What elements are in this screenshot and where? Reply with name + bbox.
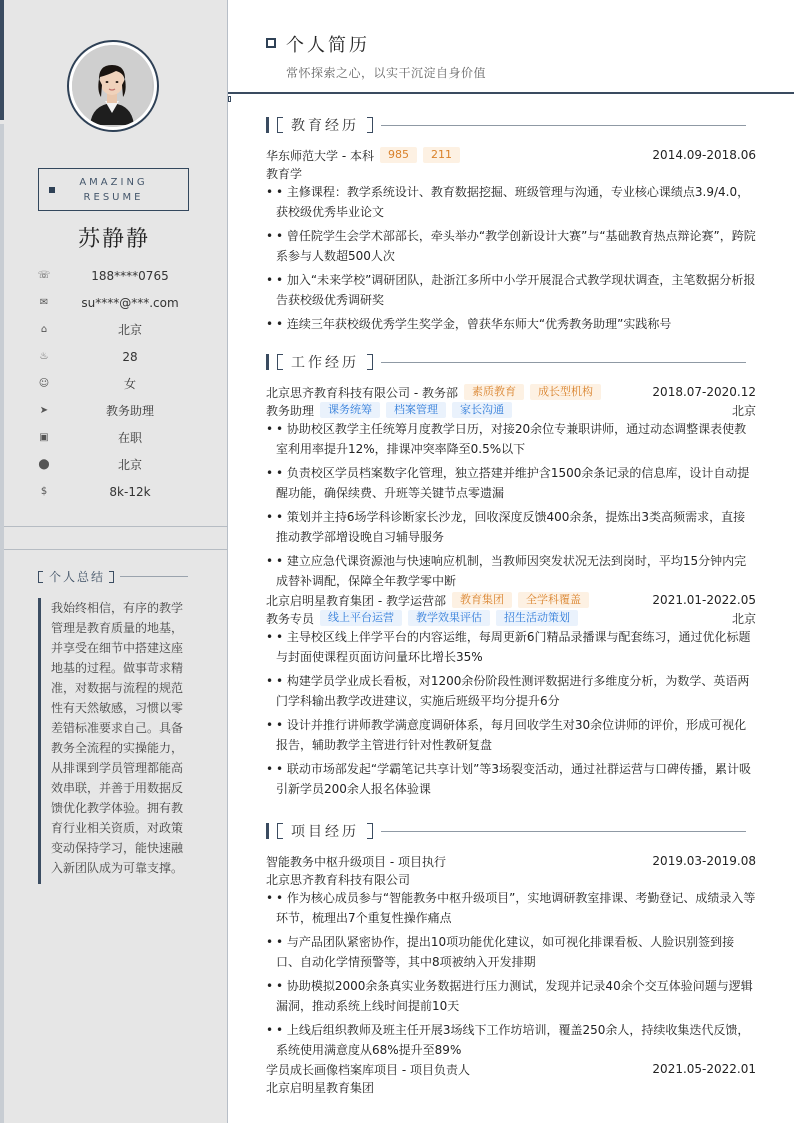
person-name: 苏静静 (77, 227, 150, 252)
list-item: • • 设计并推行讲师教学满意度调研体系，每月回收学生对30余位讲师的评价，形成可视化报告，辅助教学主管进行针对性教研复盘 (266, 715, 756, 755)
job-bullets (266, 627, 756, 799)
list-item: • • 策划并主持6场学科诊断家长沙龙，回收深度反馈400余条，提炼出3类高频需求，直接推动教学部增设晚自习辅导服务 (266, 507, 756, 547)
section-heading (266, 822, 756, 840)
job-role: 教务助理 (266, 403, 315, 418)
info-row-phone (0, 262, 228, 289)
job-role-row (266, 609, 756, 627)
info-row-status (0, 424, 228, 451)
portrait-photo (72, 45, 152, 125)
project-date: 2019.03-2019.08 (652, 854, 756, 868)
bracket-right-icon (367, 354, 373, 370)
project-bullets (266, 888, 756, 1060)
summary-heading (38, 568, 188, 585)
amazing-resume-badge (38, 168, 189, 211)
role-tag: 档案管理 (386, 402, 446, 418)
project-org-row (266, 1078, 756, 1096)
avatar (72, 45, 154, 127)
education-date: 2014.09-2018.06 (652, 148, 756, 162)
info-row-hometown (0, 316, 228, 343)
list-item: • • 负责校区学员档案数字化管理，独立搭建并维护含1500余条记录的信息库，设计自动提醒功能，确保续费、升班等关键节点零遗漏 (266, 463, 756, 503)
info-row-location (0, 451, 228, 478)
tagline: 常怀探索之心，以实干沉淀自身价值 (286, 66, 487, 80)
contact-info-list (0, 262, 228, 505)
school-name: 华东师范大学 - 本科 (266, 148, 374, 163)
major: 教育学 (266, 166, 303, 181)
project-org: 北京思齐教育科技有限公司 (266, 872, 411, 887)
job-entry (266, 591, 756, 799)
job-entry (266, 383, 756, 591)
role-tag: 招生活动策划 (496, 610, 578, 626)
phone-icon: ☏ (37, 270, 51, 281)
status-value: 在职 (117, 431, 142, 445)
list-item: • • 主修课程：教学系统设计、教育数据挖掘、班级管理与沟通，专业核心课绩点3.9/4.0，获校级优秀毕业论文 (266, 182, 756, 222)
heading-bar (266, 823, 269, 839)
school-tag: 211 (423, 147, 460, 163)
info-row-gender (0, 370, 228, 397)
role-tag: 线上平台运营 (320, 610, 402, 626)
list-item: • • 连续三年获校级优秀学生奖学金，曾获华东师大“优秀教务助理”实践称号 (266, 314, 756, 334)
heading-bar (266, 117, 269, 133)
company-tag: 教育集团 (452, 592, 512, 608)
list-item: • • 与产品团队紧密协作，提出10项功能优化建议，如可视化排课看板、人脸识别签到接口、自动化学情预警等，其中8项被纳入开发排期 (266, 932, 756, 972)
job-city: 北京 (731, 611, 756, 626)
job-date: 2018.07-2020.12 (652, 385, 756, 399)
company-name: 北京思齐教育科技有限公司 - 教务部 (266, 385, 458, 400)
bracket-right-icon (367, 823, 373, 839)
school-tag: 985 (380, 147, 417, 163)
job-bullets (266, 419, 756, 591)
role-tag: 家长沟通 (452, 402, 512, 418)
list-item: • • 联动市场部发起“学霸笔记共享计划”等3场裂变活动，通过社群运营与口碑传播，累计吸引新学员200余人报名体验课 (266, 759, 756, 799)
info-row-email (0, 289, 228, 316)
list-item: • • 上线后组织教师及班主任开展3场线下工作坊培训，覆盖250余人，持续收集迭代反馈，系统使用满意度从68%提升至89% (266, 1020, 756, 1060)
list-item: • • 作为核心成员参与“智能教务中枢升级项目”，实地调研教室排课、考勤登记、成绩录入等环节，梳理出7个重复性操作痛点 (266, 888, 756, 928)
list-item: • • 曾任院学生会学术部部长，牵头举办“教学创新设计大赛”与“基础教育热点辩论赛”，跨院系参与人数超500人次 (266, 226, 756, 266)
square-bullet-icon (49, 187, 55, 193)
gender-value: 女 (123, 377, 136, 391)
sidebar-divider (4, 549, 228, 550)
job-role-row (266, 401, 756, 419)
send-icon: ➤ (39, 405, 49, 416)
summary-title: 个人总结 (49, 570, 106, 584)
briefcase-icon: ▣ (39, 432, 49, 443)
section-title: 项目经历 (291, 824, 359, 840)
header-rule (228, 92, 794, 94)
heading-rule (381, 362, 746, 363)
sidebar (0, 0, 228, 1123)
money-icon: $ (40, 486, 48, 497)
education-header-row (266, 146, 756, 164)
bracket-right-icon (109, 571, 114, 583)
bracket-left-icon (38, 571, 43, 583)
info-row-salary (0, 478, 228, 505)
square-outline-icon (266, 38, 276, 48)
section-heading (266, 353, 756, 371)
job-city: 北京 (731, 403, 756, 418)
project-name: 学员成长画像档案库项目 - 项目负责人 (266, 1062, 470, 1077)
info-row-target-role (0, 397, 228, 424)
role-tag: 教学效果评估 (408, 610, 490, 626)
company-tag: 成长型机构 (530, 384, 601, 400)
heading-rule (381, 125, 746, 126)
list-item: • • 协助校区教学主任统筹月度教学日历，对接20余位专兼职讲师，通过动态调整课表使教室利用率提升12%，排课冲突率降至0.5%以下 (266, 419, 756, 459)
badge-line-1: AMAZING (79, 177, 148, 188)
salary-value: 8k-12k (109, 484, 151, 499)
bracket-left-icon (277, 823, 283, 839)
location-value: 北京 (117, 458, 142, 472)
major-row (266, 164, 756, 182)
project-date: 2021.05-2022.01 (652, 1062, 756, 1076)
info-row-age (0, 343, 228, 370)
project-header-row (266, 852, 756, 870)
section-title: 教育经历 (291, 118, 359, 134)
education-bullets (266, 182, 756, 334)
home-icon: ⌂ (40, 324, 48, 335)
cake-icon: ♨ (39, 351, 49, 362)
section-heading (266, 116, 756, 134)
project-name: 智能教务中枢升级项目 - 项目执行 (266, 854, 446, 869)
job-company-row (266, 591, 756, 609)
header-rule-marker (228, 96, 231, 102)
sidebar-divider (4, 526, 228, 527)
target-role-value: 教务助理 (105, 404, 154, 418)
face-icon: ☺ (38, 378, 50, 389)
list-item: • • 构建学员学业成长看板，对1200余份阶段性测评数据进行多维度分析，为数学、英语两门学科输出教学改进建议，实施后班级平均分提升6分 (266, 671, 756, 711)
list-item: • • 建立应急代课资源池与快速响应机制，当教师因突发状况无法到岗时，平均15分钟内完成替补调配，保障全年教学零中断 (266, 551, 756, 591)
bracket-left-icon (277, 354, 283, 370)
email-value: su****@***.com (81, 295, 179, 310)
main-content (228, 0, 794, 1123)
page-title: 个人简历 (286, 35, 370, 56)
project-header-row (266, 1060, 756, 1078)
sidebar-accent-bar (0, 0, 4, 120)
job-role: 教务专员 (266, 611, 315, 626)
heading-rule (381, 831, 746, 832)
job-company-row (266, 383, 756, 401)
job-date: 2021.01-2022.05 (652, 593, 756, 607)
hometown-value: 北京 (117, 323, 142, 337)
heading-rule (120, 576, 188, 577)
bracket-right-icon (367, 117, 373, 133)
summary-text: 我始终相信，有序的教学管理是教育质量的地基，并享受在细节中搭建这座地基的过程。做事苛求精准，对数据与流程的规范性有天然敏感，习惯以零差错标准要求自己。具备教务全流程的实操能力，从排课到学员管理都能高效串联，并善于用数据反馈优化教学体验。拥有教育行业相关资质，对政策变动保持学习，能快速融入新团队成为可靠支撑。 (38, 598, 188, 884)
list-item: • • 协助模拟2000余条真实业务数据进行压力测试，发现并记录40余个交互体验问题与逻辑漏洞，推动系统上线时间提前10天 (266, 976, 756, 1016)
location-pin-icon: ⬤ (38, 459, 50, 470)
heading-bar (266, 354, 269, 370)
avatar-frame (67, 40, 159, 132)
project-entry (266, 1060, 756, 1096)
list-item: • • 加入“未来学校”调研团队，赴浙江多所中小学开展混合式教学现状调查，主笔数据分析报告获校级优秀调研奖 (266, 270, 756, 310)
role-tag: 课务统筹 (320, 402, 380, 418)
bracket-left-icon (277, 117, 283, 133)
phone-value: 188****0765 (91, 268, 169, 283)
project-entry (266, 852, 756, 1060)
mail-icon: ✉ (39, 297, 49, 308)
badge-line-2: RESUME (83, 192, 144, 203)
company-tag: 素质教育 (464, 384, 524, 400)
project-org-row (266, 870, 756, 888)
company-tag: 全学科覆盖 (518, 592, 589, 608)
projects-section (266, 822, 756, 1096)
education-section (266, 116, 756, 334)
project-org: 北京启明星教育集团 (266, 1080, 375, 1095)
age-value: 28 (122, 349, 138, 364)
section-title: 工作经历 (291, 355, 359, 371)
list-item: • • 主导校区线上伴学平台的内容运维，每周更新6门精品录播课与配套练习，通过优化标题与封面使课程页面访问量环比增长35% (266, 627, 756, 667)
work-section (266, 353, 756, 799)
company-name: 北京启明星教育集团 - 教学运营部 (266, 593, 446, 608)
